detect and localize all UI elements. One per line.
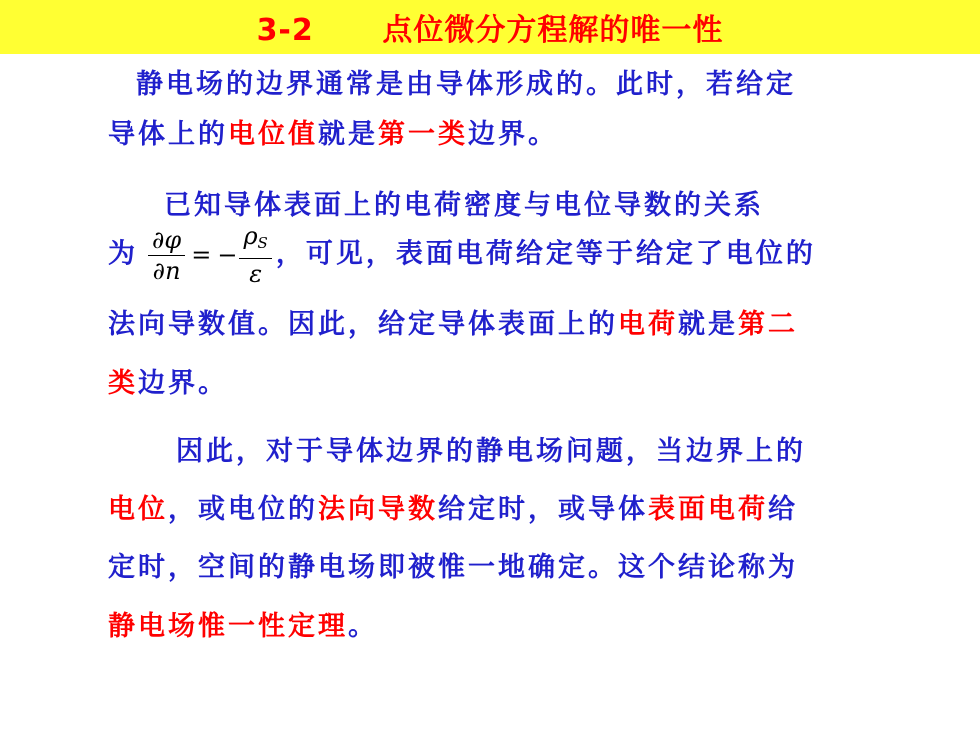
text: 定时，空间的静电场即被惟一地确定。这个结论称为: [108, 552, 798, 583]
highlight-text: 电荷: [618, 309, 678, 340]
highlight-text: 静电场惟一性定理: [108, 611, 348, 642]
highlight-text: 电位: [108, 494, 168, 525]
highlight-text: 表面电荷: [648, 494, 768, 525]
text: 就是: [678, 309, 738, 340]
text: 导体上的: [108, 119, 228, 150]
para1-line2: [108, 112, 558, 151]
fraction-rho-epsilon: [239, 222, 271, 288]
text: ，或电位的: [168, 494, 318, 525]
para2-line3: [108, 302, 798, 341]
page-title: 3-2 点位微分方程解的唯一性: [256, 13, 724, 48]
highlight-text: 电位值: [228, 119, 318, 150]
formula-denominator: ε: [249, 260, 263, 288]
formula-numerator: ∂φ: [148, 226, 185, 256]
formula-denominator: ∂n: [152, 256, 181, 285]
highlight-text: 法向导数: [318, 494, 438, 525]
text: 法向导数值。因此，给定导体表面上的: [108, 309, 618, 340]
minus-sign: −: [217, 241, 238, 269]
highlight-text: 第一类: [378, 119, 468, 150]
para2-line1: [164, 183, 764, 222]
fraction-dphi-dn: [148, 226, 185, 285]
text: 给定时，或导体: [438, 494, 648, 525]
text: 边界。: [468, 119, 558, 150]
text: ，可见，表面电荷给定等于给定了电位的: [275, 238, 816, 270]
para3-line2: [108, 487, 798, 526]
text: 就是: [318, 119, 378, 150]
para3-line1: [176, 429, 806, 468]
para2-line4: [108, 361, 228, 400]
text: 已知导体表面上的电荷密度与电位导数的关系: [164, 190, 764, 221]
text: 边界。: [138, 368, 228, 399]
equals-sign: =: [191, 241, 212, 269]
text: 为: [108, 238, 138, 270]
text: 。: [348, 611, 378, 642]
boundary-formula: [148, 222, 272, 288]
text: 静电场的边界通常是由导体形成的。此时，若给定: [136, 69, 796, 100]
text: 因此，对于导体边界的静电场问题，当边界上的: [176, 436, 806, 467]
para3-line4: [108, 604, 378, 643]
title-bar: [0, 0, 980, 54]
para2-line2: [108, 222, 816, 288]
para1-line1: [136, 62, 796, 101]
highlight-text: 第二: [738, 309, 798, 340]
highlight-text: 类: [108, 368, 138, 399]
rho-symbol: ρ: [243, 222, 258, 250]
para3-line3: [108, 545, 798, 584]
subscript: S: [257, 234, 268, 252]
text: 给: [768, 494, 798, 525]
formula-numerator: [239, 222, 271, 259]
